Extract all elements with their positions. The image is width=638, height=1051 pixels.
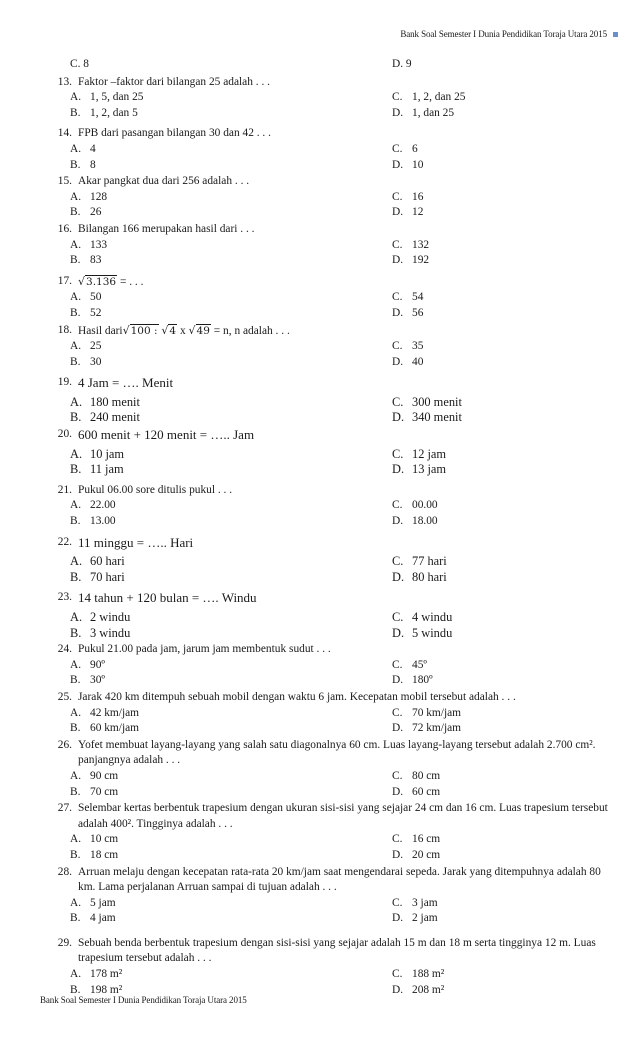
question-28 (50, 865, 610, 927)
question-22 (50, 535, 610, 586)
question-15 (50, 174, 610, 221)
option-c: 300 menit (412, 394, 462, 409)
option-d: 56 (412, 306, 424, 319)
question-20 (50, 427, 610, 478)
question-21 (50, 483, 610, 530)
option-letter: B. (70, 848, 81, 861)
option-a: 128 (90, 190, 108, 203)
option-b: 83 (90, 254, 102, 267)
option-letter: D. (392, 206, 404, 219)
option-letter: C. (392, 291, 403, 304)
option-c: 12 jam (412, 446, 447, 461)
option-letter: B. (70, 206, 81, 219)
question-text: Faktor –faktor dari bilangan 25 adalah . . . (78, 75, 270, 88)
radicand: 100 : (130, 324, 158, 337)
radicand: 4 (169, 324, 177, 337)
option-letter: B. (70, 625, 82, 640)
option-letter: A. (70, 833, 82, 846)
option-letter: C. (392, 190, 403, 203)
option-letter: D. (392, 355, 404, 368)
option-letter: B. (70, 106, 81, 119)
top-options-row (50, 57, 610, 73)
question-23 (50, 590, 610, 641)
question-text: Yofet membuat layang-layang yang salah satu diagonalnya 60 cm. Luas layang-layang tersebut adalah 2.700 cm². panjangnya adalah . . . (78, 738, 596, 767)
option-b: 70 cm (90, 785, 119, 798)
option-letter: B. (70, 254, 81, 267)
option-letter: A. (70, 769, 82, 782)
option-letter: A. (70, 446, 83, 461)
option-letter: A. (70, 499, 82, 512)
option-letter: C. (392, 554, 404, 569)
question-17 (50, 274, 610, 322)
option-letter: A. (70, 190, 82, 203)
option-c: 188 m² (412, 968, 445, 981)
option-d: 13 jam (412, 462, 447, 477)
option-b: 4 jam (90, 912, 116, 925)
question-number: 17. (57, 274, 72, 287)
option-letter: A. (70, 896, 82, 909)
option-letter: D. (392, 983, 404, 996)
radical-sign-icon: √ (122, 323, 130, 337)
option-d: 5 windu (412, 625, 453, 640)
option-letter: D. (392, 569, 405, 584)
option-a: 22.00 (90, 499, 116, 512)
option-letter: D. (392, 254, 404, 267)
option-letter: B. (70, 515, 81, 528)
option-letter: D. (392, 515, 404, 528)
option-b: 198 m² (90, 983, 123, 996)
question-number: 27. (57, 802, 72, 815)
option-letter: A. (70, 554, 83, 569)
question-29 (50, 936, 610, 998)
option-a: 60 hari (90, 554, 125, 569)
option-letter: D. (392, 848, 404, 861)
option-a: 42 km/jam (90, 706, 140, 719)
question-text: 14 tahun + 120 bulan = …. Windu (78, 590, 257, 606)
option-b: 240 menit (90, 410, 140, 425)
option-b: 70 hari (90, 569, 125, 584)
question-number: 15. (57, 175, 72, 188)
option-b: 18 cm (90, 848, 119, 861)
option-letter: B. (70, 912, 81, 925)
question-number: 22. (57, 535, 72, 548)
option-a: 2 windu (90, 610, 131, 624)
option-a: 1, 5, dan 25 (90, 91, 144, 104)
option-letter: A. (70, 706, 82, 719)
option-b: 30 (90, 355, 102, 368)
option-c: C. 8 (70, 58, 89, 70)
question-suffix: = . . . (119, 275, 144, 288)
option-c: 80 cm (412, 769, 441, 782)
option-d: 180º (412, 674, 433, 687)
page-header (400, 29, 618, 39)
question-25 (50, 690, 610, 737)
option-a: 25 (90, 340, 102, 353)
question-text: Arruan melaju dengan kecepatan rata-rata 20 km/jam saat mengendarai sepeda. Jarak yang ditempuhnya adalah 80 km. Lama perjalanan Arruan sampai di tujuan adalah . . . (78, 865, 601, 894)
square-root-expression (123, 323, 159, 340)
radicand: 3.136 (86, 275, 117, 288)
question-16 (50, 222, 610, 269)
question-27 (50, 801, 610, 863)
option-d: 18.00 (412, 515, 438, 528)
option-letter: B. (70, 355, 81, 368)
question-13 (50, 75, 610, 122)
question-number: 19. (57, 376, 72, 389)
option-letter: A. (70, 658, 82, 671)
question-text: 4 Jam = …. Menit (78, 375, 174, 391)
question-text: Sebuah benda berbentuk trapesium dengan sisi-sisi yang sejajar adalah 15 m dan 18 m serta tingginya 12 m. Luas trapesium tersebut adalah . . . (78, 936, 596, 965)
option-a: 10 cm (90, 833, 119, 846)
radicand: 49 (196, 324, 210, 337)
option-letter: D. (392, 912, 404, 925)
option-c: 54 (412, 291, 424, 304)
question-19 (50, 375, 610, 426)
page-footer: Bank Soal Semester I Dunia Pendidikan Toraja Utara 2015 (40, 995, 247, 1005)
option-d: 208 m² (412, 983, 445, 996)
question-number: 21. (57, 483, 72, 496)
option-a: 178 m² (90, 968, 123, 981)
question-text (78, 323, 610, 340)
option-letter: C. (392, 142, 403, 155)
option-letter: C. (392, 896, 403, 909)
option-letter: C. (392, 91, 403, 104)
option-d: 2 jam (412, 912, 438, 925)
header-square-icon (613, 32, 618, 37)
option-letter: A. (70, 238, 82, 251)
option-letter: D. (392, 722, 404, 735)
option-letter: C. (392, 340, 403, 353)
option-c: 4 windu (412, 610, 453, 624)
option-d: 10 (412, 158, 424, 171)
option-letter: B. (70, 785, 81, 798)
option-letter: A. (70, 142, 82, 155)
option-letter: C. (392, 833, 403, 846)
question-number: 29. (57, 936, 72, 949)
option-d: 60 cm (412, 785, 441, 798)
option-letter: A. (70, 91, 82, 104)
option-letter: A. (70, 968, 82, 981)
option-c: 16 cm (412, 833, 441, 846)
option-d: 1, dan 25 (412, 106, 455, 119)
option-letter: B. (70, 158, 81, 171)
option-letter: D. (392, 625, 405, 640)
question-suffix: = n, n adalah . . . (213, 324, 290, 337)
square-root-expression (189, 323, 211, 340)
option-d: D. 9 (392, 58, 412, 70)
question-18 (50, 323, 610, 371)
question-prefix: Hasil dari (78, 324, 123, 337)
option-a: 133 (90, 238, 108, 251)
option-d: 20 cm (412, 848, 441, 861)
option-c: 00.00 (412, 499, 438, 512)
question-number: 14. (57, 127, 72, 140)
option-a: 180 menit (90, 394, 140, 409)
option-c: 70 km/jam (412, 706, 462, 719)
square-root-expression (78, 274, 117, 291)
option-d: 80 hari (412, 569, 447, 584)
question-text: FPB dari pasangan bilangan 30 dan 42 . . . (78, 127, 271, 140)
question-list (50, 57, 610, 999)
option-letter: B. (70, 983, 81, 996)
question-number: 20. (57, 428, 72, 441)
option-c: 77 hari (412, 554, 447, 569)
option-c: 1, 2, dan 25 (412, 91, 466, 104)
option-c: 132 (412, 238, 430, 251)
option-c: 45º (412, 658, 427, 671)
option-c: 6 (412, 142, 418, 155)
option-letter: C. (392, 394, 404, 409)
option-b: 1, 2, dan 5 (90, 106, 138, 119)
question-number: 23. (57, 591, 72, 604)
question-number: 26. (57, 738, 72, 751)
option-letter: B. (70, 410, 82, 425)
option-a: 90º (90, 658, 105, 671)
option-letter: A. (70, 394, 83, 409)
option-letter: B. (70, 306, 81, 319)
option-b: 26 (90, 206, 102, 219)
radical-sign-icon: √ (188, 323, 196, 337)
option-letter: B. (70, 722, 81, 735)
option-b: 3 windu (90, 625, 131, 640)
question-text: Selembar kertas berbentuk trapesium dengan ukuran sisi-sisi yang sejajar 24 cm dan 16 cm. Luas trapesium tersebut adalah 400². Tingginya adalah . . . (78, 802, 608, 830)
option-letter: D. (392, 674, 404, 687)
question-24 (50, 642, 610, 689)
option-c: 3 jam (412, 896, 438, 909)
option-letter: C. (392, 238, 403, 251)
question-number: 24. (57, 643, 72, 656)
option-letter: C. (392, 658, 403, 671)
square-root-expression (161, 323, 177, 340)
option-letter: C. (392, 446, 404, 461)
question-26 (50, 738, 610, 800)
option-letter: D. (392, 410, 405, 425)
question-14 (50, 126, 610, 173)
option-letter: A. (70, 610, 83, 624)
option-d: 12 (412, 206, 424, 219)
option-letter: C. (392, 610, 404, 624)
option-letter: C. (392, 706, 403, 719)
option-b: 13.00 (90, 515, 116, 528)
option-letter: A. (70, 340, 82, 353)
option-letter: B. (70, 674, 81, 687)
option-a: 90 cm (90, 769, 119, 782)
question-text: 600 menit + 120 menit = ….. Jam (78, 427, 255, 443)
question-number: 25. (57, 690, 72, 703)
option-letter: D. (392, 158, 404, 171)
option-b: 30º (90, 674, 105, 687)
option-a: 10 jam (90, 446, 125, 461)
question-text: 11 minggu = ….. Hari (78, 534, 194, 550)
header-text: Bank Soal Semester I Dunia Pendidikan Toraja Utara 2015 (400, 29, 607, 39)
question-text: Akar pangkat dua dari 256 adalah . . . (78, 175, 250, 188)
option-letter: B. (70, 462, 82, 477)
option-letter: D. (392, 106, 404, 119)
question-number: 28. (57, 865, 72, 878)
option-d: 340 menit (412, 410, 462, 425)
option-letter: C. (392, 968, 403, 981)
option-b: 60 km/jam (90, 722, 140, 735)
option-letter: D. (392, 785, 404, 798)
option-letter: D. (392, 462, 405, 477)
radical-sign-icon: √ (78, 274, 86, 288)
question-text (78, 274, 610, 291)
option-letter: C. (392, 769, 403, 782)
option-b: 8 (90, 158, 96, 171)
option-b: 52 (90, 306, 102, 319)
option-letter: D. (392, 306, 404, 319)
question-text: Pukul 06.00 sore ditulis pukul . . . (78, 483, 233, 496)
question-number: 13. (57, 75, 72, 88)
question-number: 16. (57, 222, 72, 235)
option-a: 4 (90, 142, 96, 155)
option-letter: C. (392, 499, 403, 512)
option-letter: B. (70, 569, 82, 584)
option-c: 16 (412, 190, 424, 203)
question-text: Bilangan 166 merupakan hasil dari . . . (78, 222, 255, 235)
question-text: Pukul 21.00 pada jam, jarum jam membentuk sudut . . . (78, 643, 331, 656)
option-c: 35 (412, 340, 424, 353)
operator: x (179, 324, 186, 337)
option-d: 72 km/jam (412, 722, 462, 735)
option-d: 40 (412, 355, 424, 368)
option-d: 192 (412, 254, 430, 267)
option-a: 5 jam (90, 896, 116, 909)
option-letter: A. (70, 291, 82, 304)
option-a: 50 (90, 291, 102, 304)
radical-sign-icon: √ (161, 323, 169, 337)
question-number: 18. (57, 323, 72, 336)
option-b: 11 jam (90, 462, 124, 477)
question-text: Jarak 420 km ditempuh sebuah mobil dengan waktu 6 jam. Kecepatan mobil tersebut adalah . . . (78, 690, 516, 703)
